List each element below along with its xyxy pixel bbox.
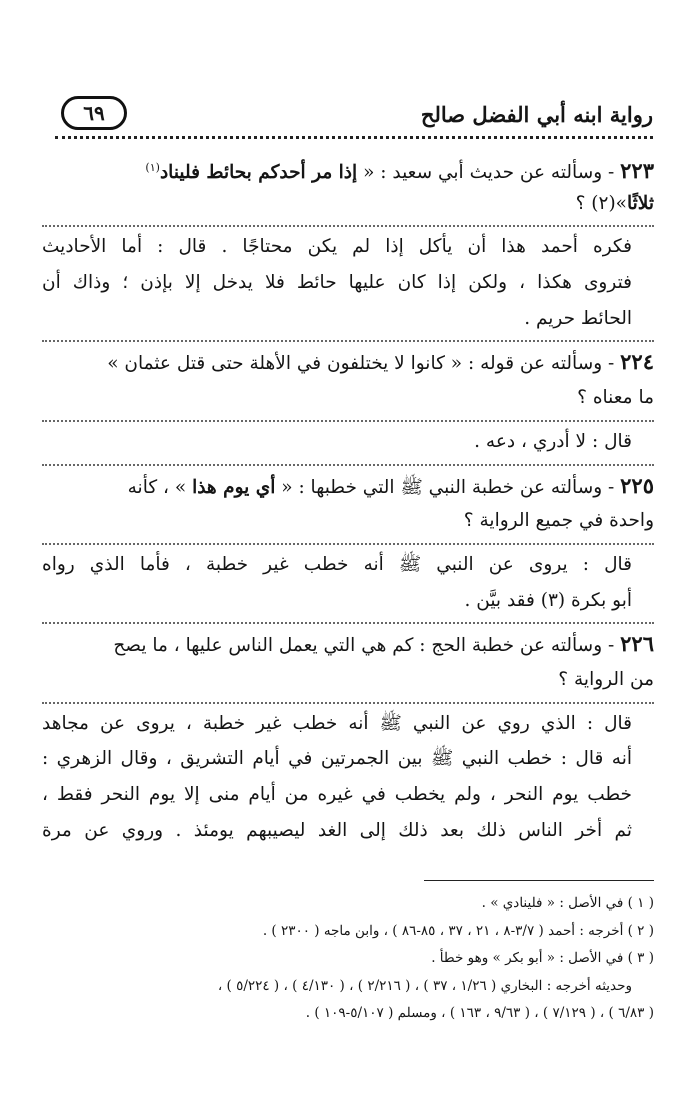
text-segment: - وسألته عن قوله : « كانوا لا يختلفون في الأهلة حتى قتل عثمان »: [107, 353, 615, 375]
footnote-3-continued: ( ٦/٨٣ ) ، ( ٧/١٢٩ ) ، ( ٩/٦٣ ، ١٦٣ ) ، ومسلم ( ٥/١٠٧-١٠٩ ) .: [305, 1005, 654, 1021]
text-line: قال : الذي روي عن النبي ﷺ أنه خطب غير خطبة ، يروى عن مجاهد: [42, 712, 632, 734]
hadith-quote: أي يوم هذا: [192, 476, 276, 498]
text-line: [42, 344, 654, 380]
text-line: فكره أحمد هذا أن يأكل إذا لم يكن محتاجًا . قال : أما الأحاديث: [42, 236, 632, 258]
text-line: خطب يوم النحر ، ولم يخطب في غيره من أيام منى إلا يوم النحر فقط ،: [42, 784, 632, 805]
text-segment: »(٢) ؟: [575, 192, 628, 214]
running-title: رواية ابنه أبي الفضل صالح: [420, 102, 653, 127]
dotted-divider: [42, 622, 654, 624]
entry-225: [42, 468, 654, 619]
hadith-quote: ثلاثًا: [627, 192, 654, 214]
text-line: قال : يروى عن النبي ﷺ أنه خطب غير خطبة ، فأما الذي رواه: [42, 553, 632, 575]
page-header: [55, 96, 653, 142]
entry-number: ٢٢٥: [620, 472, 654, 498]
text-line: [42, 626, 654, 662]
text-line: أبو بكرة (٣) فقد بيَّن .: [464, 589, 632, 611]
entry-number: ٢٢٦: [620, 631, 654, 657]
dotted-divider: [42, 225, 654, 227]
text-line: واحدة في جميع الرواية ؟: [463, 510, 654, 532]
footnote-ref: (١): [145, 161, 160, 174]
footnote-3-continued: وحديثه أخرجه : البخاري ( ١/٢٦ ، ٣٧ ) ، ( ٢/٢١٦ ) ، ( ٤/١٣٠ ) ، ( ٥/٢٢٤ ) ،: [217, 977, 632, 994]
text-line: الحائط حريم .: [524, 307, 632, 329]
text-line: ثم أخر الناس ذلك بعد ذلك إلى الغد ليصيبهم يومئذ . وروي عن مرة: [42, 819, 632, 841]
entry-223: [42, 150, 654, 336]
main-text: [42, 150, 654, 848]
text-line: قال : لا أدري ، دعه .: [474, 430, 632, 452]
text-segment: - وسألته عن خطبة النبي ﷺ التي خطبها : «: [275, 476, 615, 498]
entry-226: [42, 626, 654, 848]
entry-number: ٢٢٣: [620, 158, 654, 184]
text-segment: » ، كأنه: [127, 476, 193, 498]
entry-number: ٢٢٤: [620, 349, 654, 375]
text-line: [42, 186, 654, 222]
footnote-1: ( ١ ) في الأصل : « فلينادي » .: [481, 895, 654, 911]
footnote-divider: [424, 880, 654, 881]
text-line: أنه قال : خطب النبي ﷺ بين الجمرتين في أيام التشريق ، وقال الزهري :: [42, 748, 632, 770]
footnotes: [40, 890, 654, 1028]
text-segment: - وسألته عن حديث أبي سعيد : «: [357, 162, 615, 184]
text-line: من الرواية ؟: [558, 668, 654, 690]
footnote-2: ( ٢ ) أخرجه : أحمد ( ٣/٧-٨ ، ٢١ ، ٣٧ ، ٨٥-٨٦ ) ، وابن ماجه ( ٢٣٠٠ ) .: [262, 922, 654, 939]
dotted-divider: [42, 543, 654, 545]
page-number: ٦٩: [61, 96, 127, 130]
header-divider: [55, 136, 653, 139]
dotted-divider: [42, 702, 654, 704]
text-line: [42, 468, 654, 504]
text-line: ما معناه ؟: [577, 387, 654, 409]
hadith-quote: إذا مر أحدكم بحائط فليناد: [159, 162, 358, 184]
footnote-3: ( ٣ ) في الأصل : « أبو بكر » وهو خطأ .: [431, 950, 654, 966]
dotted-divider: [42, 420, 654, 422]
text-segment: - وسألته عن خطبة الحج : كم هي التي يعمل الناس عليها ، ما يصح: [113, 635, 615, 657]
dotted-divider: [42, 464, 654, 466]
text-line: [42, 150, 654, 186]
entry-224: [42, 344, 654, 459]
text-line: فتروى هكذا ، ولكن إذا كان عليها حائط فلا يدخل إلا بإذن ؛ وذاك أن: [42, 272, 632, 294]
dotted-divider: [42, 340, 654, 342]
